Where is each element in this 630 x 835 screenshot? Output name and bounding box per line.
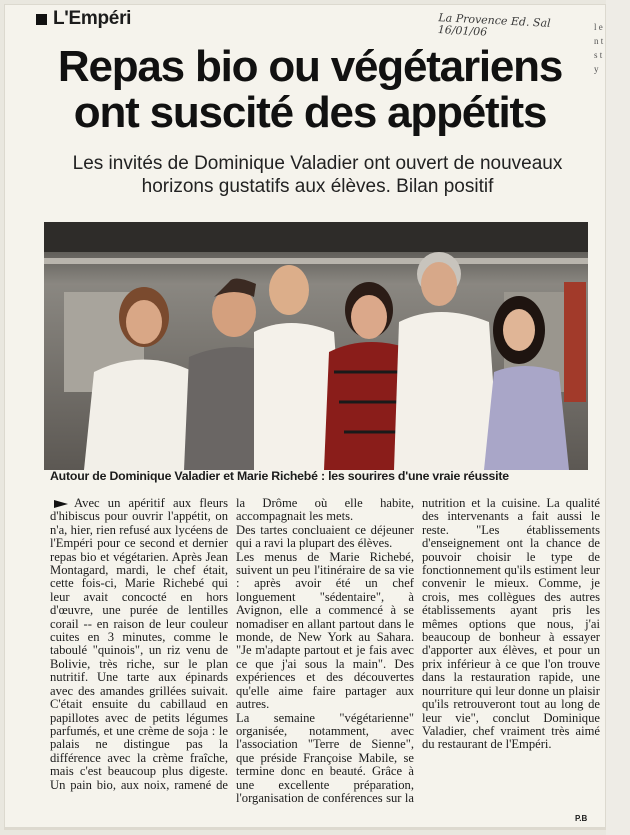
headline: Repas bio ou végétariens ont suscité des appétits [57, 42, 563, 137]
lead-arrow-icon [54, 500, 68, 508]
group-photo-icon [44, 222, 588, 470]
article-paragraph: Les menus de Marie Richebé, suivent un peu l'itinéraire de sa vie : après avoir été un chef longuement "sédentaire", à Avignon, elle a commencé à se nomadiser en allant partout dans le monde, de New York au Sahara. "Je m'adapte partout et je fais avec ce que j'ai sous la main". Des expériences et des découvertes qu'elle aime faire partager aux autres. [236, 549, 414, 712]
scan-edge [606, 0, 630, 835]
subtitle: Les invités de Dominique Valadier ont ouvert de nouveaux horizons gustatifs aux élèves. Bilan positif [72, 153, 563, 197]
article-body [50, 497, 600, 809]
article-lead-text: Avec un apéritif aux fleurs d'hibiscus pour ouvrir l'appétit, on n'a, hier, rien refusé aux lycéens de l'Empéri pour ce second et dernier repas bio et végétarien. Après Jean Montagard, mardi, le chef était, cette fois-ci, Marie Richebé qui leur avait concocté en hors d'œuvre, une purée de lentilles corail -- en raison de leur couleur cuites en 3 minutes, comme le taboulé "quinois", un riz venu de Bolivie, très riche, sur le plan nutritif. Une tarte aux épinards avec des amandes grillées suivait. C'était ensuite du cabillaud en papillotes avec de petits légumes parfumés, et une crème de soja : le palais ne distingue pas la différence avec la crème fraîche, mais c'est beaucoup plus digeste. Un pain bio, aux noix, ramené de la Drôme où elle habite, accompagnait les mets. [50, 497, 414, 792]
article-paragraph: Des tartes concluaient ce déjeuner qui a ravi la plupart des élèves. [236, 522, 414, 551]
margin-strip-text: l e n t s t y [594, 22, 604, 74]
section-name: L'Empéri [53, 8, 132, 29]
author-signature: P.B [575, 814, 588, 823]
handwritten-annotation: La Provence Ed. Sal 16/01/06 [437, 11, 551, 39]
group-photo [44, 222, 588, 470]
photo-caption: Autour de Dominique Valadier et Marie Richebé : les sourires d'une vraie réussite [50, 469, 509, 483]
section-header [36, 8, 131, 30]
bottom-divider [4, 828, 606, 830]
article-paragraph: La semaine "végétarienne" organisée, notamment, avec l'association "Terre de Sienne", que préside Françoise Mabile, se termine donc en beauté. Grâce à une excellente préparation, l'organisation de conférences sur la nutrition et la cuisine. La qualité des intervenants a fait aussi le reste. "Les établissements d'enseignement ont la chance de pouvoir choisir le type de fonctionnement qu'ils estiment leur convenir le mieux. Comme, je crois, mes collègues des autres établissements ayant pris les mêmes options que nous, j'ai beaucoup de bonheur à essayer d'apporter aux élèves, et pour un prix inférieur à ce que l'on trouve dans la restauration rapide, une nourriture qui leur donne un plaisir qu'ils retrouveront tout au long de leur vie", conclut Dominique Valadier, chef vraiment très aimé du restaurant de l'Empéri. [236, 497, 600, 805]
section-square-icon [36, 14, 47, 25]
